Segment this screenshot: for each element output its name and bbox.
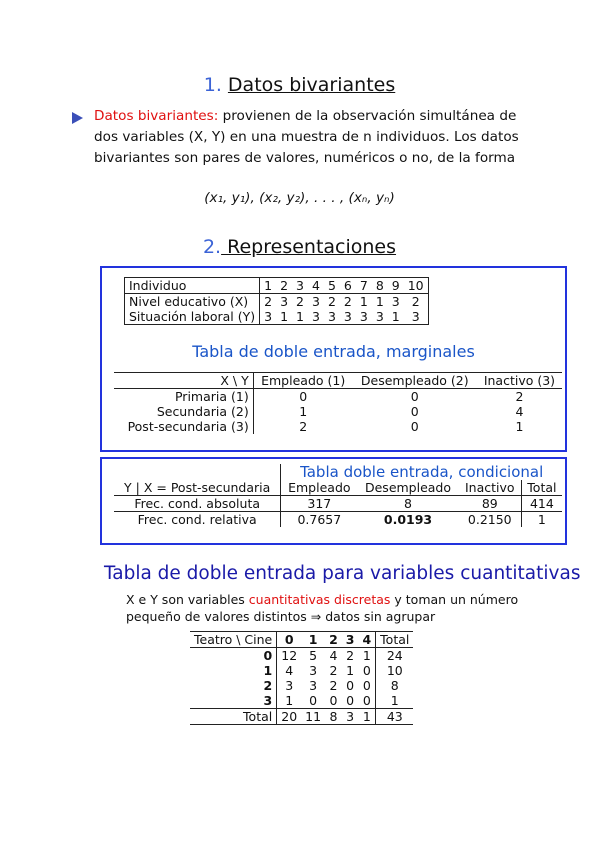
- conditional-cell: 8: [404, 496, 412, 511]
- marginal-cell: 0: [410, 419, 419, 434]
- raw-row-label: Situación laboral (Y): [125, 309, 260, 325]
- raw-cell: 2: [343, 294, 352, 309]
- raw-cell: 1: [296, 309, 304, 324]
- section-1-title: [0, 74, 599, 96]
- totals-cell: 11: [305, 709, 322, 724]
- table-row: [114, 512, 562, 528]
- raw-row-label: Nivel educativo (X): [125, 294, 260, 310]
- table-row: [114, 419, 562, 434]
- marginal-cell: 2: [515, 389, 524, 404]
- cinema-col-header: 1: [308, 632, 318, 647]
- section-1-heading: Datos bivariantes: [227, 74, 396, 96]
- conditional-cell: 0.0193: [383, 512, 433, 527]
- table-row: [114, 496, 562, 512]
- marginal-cell: 1: [299, 404, 308, 419]
- raw-cell: 2: [296, 294, 304, 309]
- quantitative-line-1: [126, 591, 546, 608]
- marginal-col-header: Inactivo (3): [483, 373, 556, 388]
- conditional-col-header: Desempleado: [364, 480, 452, 495]
- total-col-header: Total: [380, 632, 410, 647]
- raw-cell: 3: [359, 309, 368, 324]
- pairs-formula: (x₁, y₁), (x₂, y₂), . . . , (xₙ, yₙ): [204, 190, 395, 206]
- raw-cell: 3: [296, 278, 304, 293]
- marginal-col-header: Desempleado (2): [360, 373, 469, 388]
- conditional-col-header: Total: [527, 480, 557, 495]
- definition-paragraph: [94, 106, 564, 169]
- raw-cell: 1: [264, 278, 273, 293]
- raw-cell: 7: [359, 278, 368, 293]
- conditional-cell: 0.7657: [297, 512, 342, 527]
- conditional-cell: 0.2150: [459, 512, 522, 528]
- raw-cell: 3: [264, 309, 273, 324]
- raw-cell: 1: [359, 294, 368, 309]
- section-2-title: [0, 236, 599, 258]
- theatre-cell: 3: [309, 663, 318, 678]
- table-row: [125, 294, 429, 310]
- theatre-row-total: 10: [386, 663, 403, 678]
- raw-cell: 2: [327, 294, 336, 309]
- conditional-table: [114, 464, 562, 527]
- marginal-row-label: Secundaria (2): [114, 404, 253, 419]
- section-2-heading: Representaciones: [221, 236, 397, 258]
- raw-cell: 2: [404, 294, 428, 310]
- cinema-col-header: 3: [345, 632, 355, 647]
- theatre-cell: 0: [346, 678, 355, 693]
- conditional-row-label: Frec. cond. relativa: [114, 512, 281, 528]
- section-2-number: 2.: [202, 236, 222, 258]
- marginal-table-caption: Tabla de doble entrada, marginales: [192, 342, 475, 361]
- theatre-row-label: 2: [190, 678, 277, 693]
- quantitative-line-1-end: y toman un número: [390, 592, 519, 607]
- theatre-cell: 12: [281, 648, 298, 663]
- definition-line-2: dos variables (X, Y) en una muestra de n individuos. Los datos: [94, 129, 519, 145]
- raw-cell: 6: [343, 278, 352, 293]
- definition-line-1: [94, 106, 564, 127]
- definition-term: Datos bivariantes:: [94, 108, 219, 124]
- theatre-cell: 0: [358, 693, 375, 709]
- marginal-corner-header: X \ Y: [114, 373, 253, 389]
- table-row: [190, 648, 413, 664]
- theatre-cell: 0: [309, 693, 318, 708]
- theatre-row-label: 1: [190, 663, 277, 678]
- raw-cell: 3: [375, 309, 384, 324]
- theatre-cell: 3: [309, 678, 318, 693]
- conditional-col-header: Inactivo: [459, 480, 522, 496]
- raw-cell: 1: [280, 309, 289, 324]
- definition-line-1-rest: provienen de la observación simultánea de: [218, 108, 517, 124]
- theatre-cell: 0: [329, 693, 338, 708]
- table-row: [125, 309, 429, 325]
- conditional-table-caption: Tabla doble entrada, condicional: [300, 463, 544, 481]
- theatre-cell: 2: [329, 663, 338, 678]
- marginal-cell: 1: [515, 419, 524, 434]
- quantitative-line-1-start: X e Y son variables: [126, 592, 249, 607]
- raw-cell: 3: [312, 294, 320, 309]
- theatre-row-label: 0: [190, 648, 277, 664]
- theatre-cell: 2: [346, 648, 355, 663]
- definition-line-3: bivariantes son pares de valores, numéricos o no, de la forma: [94, 150, 516, 166]
- table-row: [114, 389, 562, 405]
- conditional-cell: 1: [537, 512, 546, 527]
- raw-cell: 3: [391, 294, 400, 309]
- theatre-cell: 0: [358, 678, 375, 693]
- conditional-row-label: Frec. cond. absoluta: [114, 496, 281, 512]
- theatre-row-total: 8: [390, 678, 399, 693]
- marginal-table: [114, 372, 562, 434]
- theatre-row-total: 1: [390, 693, 399, 708]
- theatre-cell: 3: [285, 678, 294, 693]
- marginal-cell: 0: [410, 404, 419, 419]
- theatre-cell: 4: [285, 663, 294, 678]
- raw-cell: 3: [404, 309, 428, 325]
- theatre-cell: 0: [358, 663, 375, 678]
- conditional-cell: 317: [307, 496, 332, 511]
- totals-cell: 3: [346, 709, 355, 724]
- table-row: [190, 678, 413, 693]
- raw-cell: 2: [280, 278, 289, 293]
- table-row: [125, 278, 429, 294]
- raw-cell: 1: [375, 294, 384, 309]
- totals-row-label: Total: [190, 709, 277, 725]
- raw-cell: 1: [391, 309, 400, 324]
- raw-cell: 3: [327, 309, 336, 324]
- theatre-cell: 0: [346, 693, 355, 708]
- raw-cell: 9: [391, 278, 400, 293]
- theatre-cinema-table: [190, 631, 413, 725]
- raw-cell: 10: [404, 278, 428, 294]
- totals-cell: 8: [329, 709, 338, 724]
- bullet-triangle-icon: [72, 112, 83, 124]
- marginal-cell: 4: [515, 404, 524, 419]
- conditional-cell: 414: [529, 496, 554, 511]
- theatre-cell: 5: [309, 648, 318, 663]
- raw-cell: 3: [280, 294, 289, 309]
- marginal-row-label: Primaria (1): [114, 389, 253, 405]
- cinema-col-header: 0: [284, 632, 294, 647]
- quantitative-paragraph: [126, 591, 546, 625]
- quantitative-line-2: pequeño de valores distintos ⇒ datos sin agrupar: [126, 609, 436, 624]
- theatre-row-total: 24: [386, 648, 403, 663]
- theatre-cell: 1: [285, 693, 294, 708]
- table-row: [190, 663, 413, 678]
- table-row: [114, 404, 562, 419]
- theatre-cell: 1: [346, 663, 355, 678]
- section-1-number: 1.: [203, 74, 222, 96]
- totals-cell: 20: [281, 709, 298, 724]
- raw-row-label: Individuo: [125, 278, 260, 294]
- quantitative-discrete-term: cuantitativas discretas: [248, 592, 391, 607]
- raw-cell: 2: [264, 294, 273, 309]
- conditional-corner-header: Y | X = Post-secundaria: [114, 464, 281, 496]
- theatre-row-label: 3: [190, 693, 277, 709]
- raw-cell: 4: [312, 278, 320, 293]
- grand-total: 43: [386, 709, 403, 724]
- quantitative-heading: Tabla de doble entrada para variables cuantitativas: [104, 563, 581, 584]
- theatre-cell: 4: [329, 648, 338, 663]
- conditional-cell: 89: [459, 496, 522, 512]
- marginal-row-label: Post-secundaria (3): [114, 419, 253, 434]
- raw-cell: 8: [375, 278, 384, 293]
- raw-cell: 3: [312, 309, 320, 324]
- marginal-cell: 2: [299, 419, 308, 434]
- marginal-col-header: Empleado (1): [261, 373, 346, 388]
- theatre-cell: 2: [329, 678, 338, 693]
- raw-data-table: [124, 277, 429, 325]
- theatre-cell: 1: [358, 648, 375, 664]
- conditional-col-header: Empleado: [288, 480, 351, 495]
- theatre-corner-header: Teatro \ Cine: [190, 632, 277, 648]
- cinema-col-header: 4: [358, 632, 375, 648]
- raw-cell: 3: [343, 309, 352, 324]
- marginal-cell: 0: [410, 389, 419, 404]
- table-row: [190, 693, 413, 709]
- raw-cell: 5: [327, 278, 336, 293]
- totals-row: [190, 709, 413, 725]
- cinema-col-header: 2: [329, 632, 338, 647]
- totals-cell: 1: [358, 709, 375, 725]
- marginal-cell: 0: [299, 389, 308, 404]
